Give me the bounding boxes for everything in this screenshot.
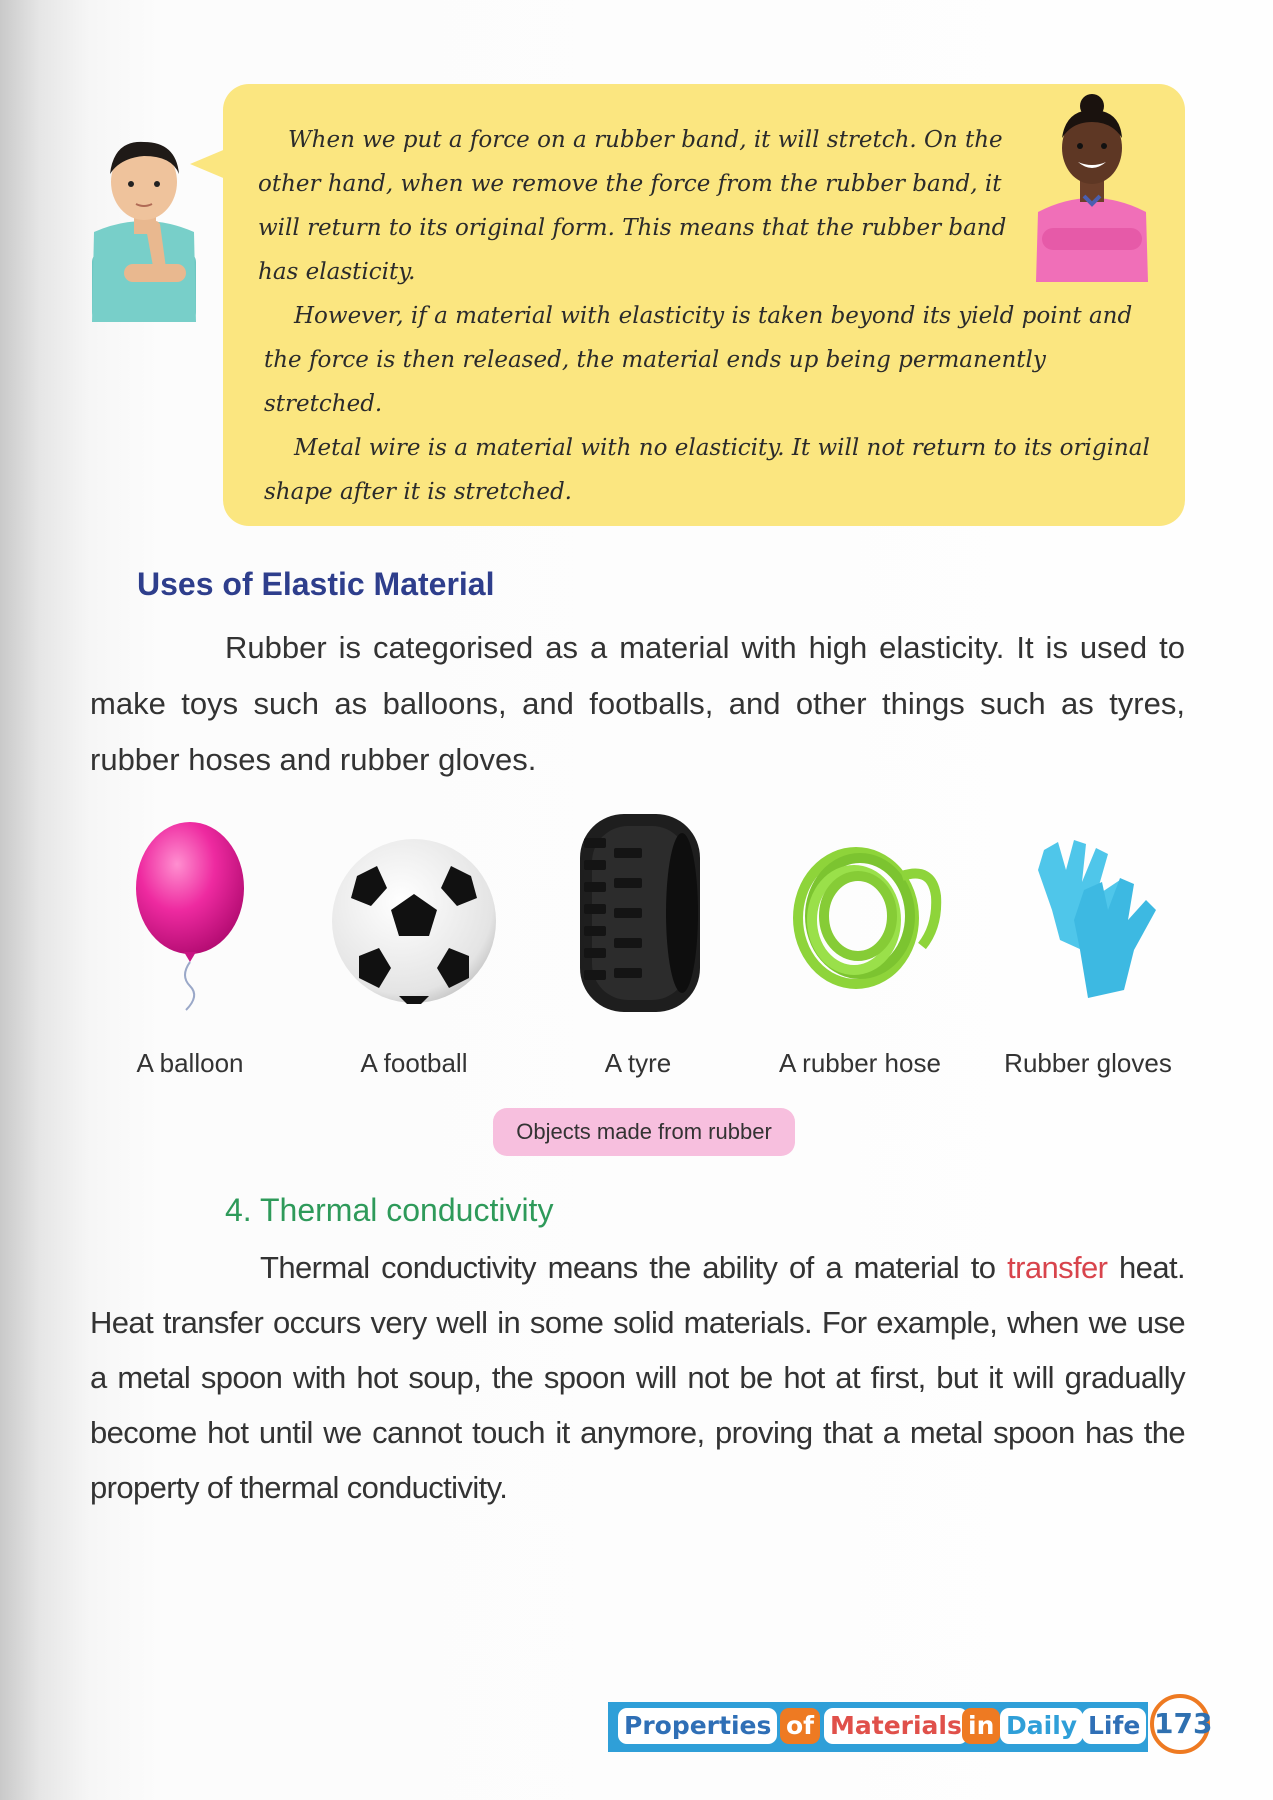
- caption-rubber-gloves: Rubber gloves: [1004, 1048, 1172, 1078]
- caption-rubber-hose: A rubber hose: [779, 1048, 941, 1078]
- caption-tyre: A tyre: [604, 1048, 672, 1078]
- footer-word-life: Life: [1082, 1708, 1146, 1744]
- balloon-icon: [130, 820, 250, 1020]
- rubber-paragraph: Rubber is categorised as a material with high elasticity. It is used to make toys such as balloons, and footballs, and other things such as tyres, rubber hoses and rubber gloves.: [90, 630, 1185, 777]
- bubble-paragraph-3: Metal wire is a material with no elasticity. It will not return to its original shape after it is stretched.: [264, 435, 1150, 505]
- footer-word-materials: Materials: [824, 1708, 968, 1744]
- footer-word-in: in: [962, 1708, 1000, 1744]
- thermal-heading: 4. Thermal conductivity: [225, 1192, 554, 1228]
- smiling-girl-image: [1032, 92, 1152, 282]
- footer-word-daily: Daily: [1000, 1708, 1083, 1744]
- footer-word-properties: Properties: [618, 1708, 777, 1744]
- transfer-highlight: transfer: [1007, 1250, 1108, 1285]
- caption-football: A football: [360, 1048, 468, 1078]
- rubber-hose-icon: [782, 836, 942, 996]
- footer-word-of: of: [780, 1708, 820, 1744]
- thermal-text-before: Thermal conductivity means the ability of a material to: [260, 1250, 1008, 1285]
- bubble-paragraph-1: When we put a force on a rubber band, it will stretch. On the other hand, when we remove the force from the rubber band, it will return to its original form. This means that the rubber band has elasticity.: [258, 127, 1007, 285]
- tyre-icon: [570, 808, 710, 1018]
- page-number: 173: [1150, 1694, 1210, 1754]
- thermal-paragraph: [90, 1240, 1185, 1515]
- thinking-boy-image: [84, 132, 204, 322]
- rubber-gloves-icon: [1024, 830, 1164, 1000]
- thermal-text-after: heat. Heat transfer occurs very well in some solid materials. For example, when we use a metal spoon with hot soup, the spoon will not be hot at first, but it will gradually become hot until we cannot touch it anymore, proving that a metal spoon has the property of thermal conductivity.: [90, 1250, 1185, 1505]
- uses-heading: Uses of Elastic Material: [137, 566, 495, 602]
- football-icon: [329, 836, 499, 1006]
- caption-balloon: A balloon: [136, 1048, 244, 1078]
- bubble-paragraph-2: However, if a material with elasticity is taken beyond its yield point and the force is then released, the material ends up being permanently stretched.: [264, 303, 1133, 417]
- objects-caption-badge: Objects made from rubber: [493, 1108, 795, 1156]
